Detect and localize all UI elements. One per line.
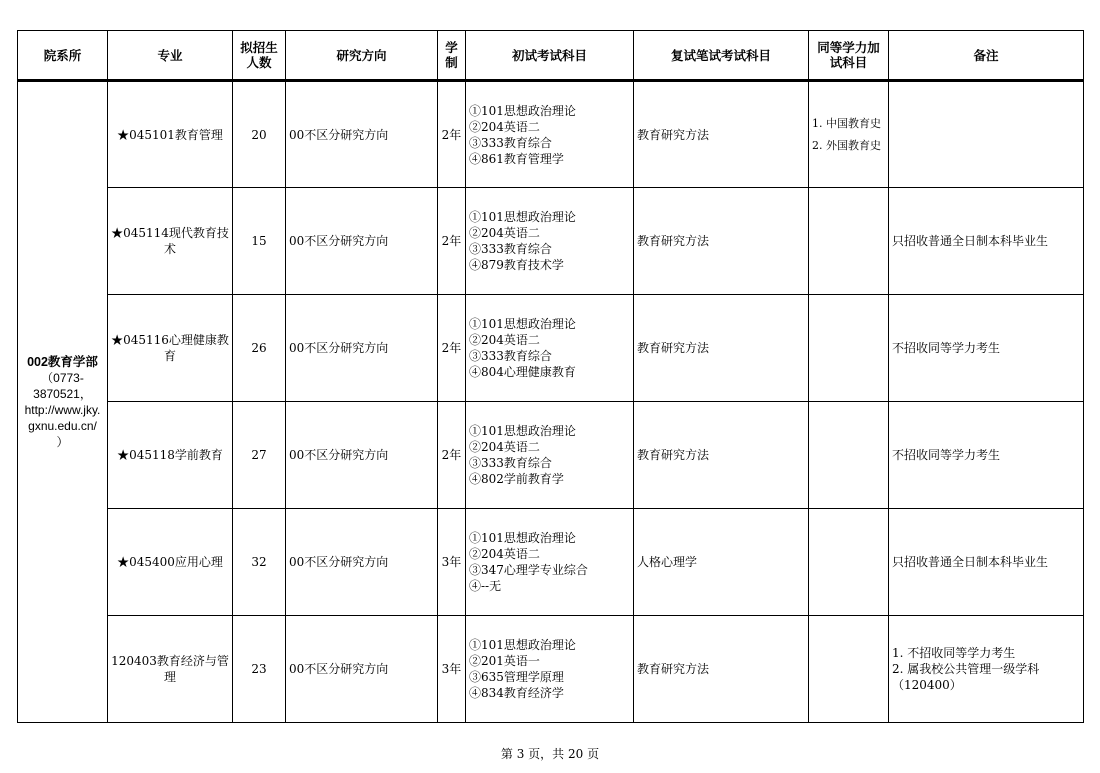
note-line: 1. 不招收同等学力考生 bbox=[892, 646, 1016, 660]
equiv-subject-line: 2. 外国教育史 bbox=[812, 139, 881, 152]
note-line: 不招收同等学力考生 bbox=[892, 341, 1001, 355]
equiv-subjects-cell bbox=[809, 81, 889, 188]
exam-subject-line: ②201英语一 bbox=[469, 654, 540, 668]
table-row bbox=[18, 81, 1084, 188]
retest-cell: 教育研究方法 bbox=[634, 81, 809, 188]
exam-subjects-cell bbox=[466, 509, 634, 616]
exam-subject-line: ①101思想政治理论 bbox=[469, 210, 576, 224]
major-cell: ★045116心理健康教育 bbox=[108, 295, 233, 402]
department-phone-number: 3870521， bbox=[33, 387, 92, 401]
header-major: 专业 bbox=[108, 31, 233, 81]
exam-subject-line: ①101思想政治理论 bbox=[469, 317, 576, 331]
years-cell: 2年 bbox=[438, 295, 466, 402]
table-row bbox=[18, 616, 1084, 723]
quota-cell: 26 bbox=[233, 295, 286, 402]
exam-subjects-cell bbox=[466, 188, 634, 295]
department-url-part2: gxnu.edu.cn/ bbox=[28, 419, 97, 433]
exam-subject-line: ①101思想政治理论 bbox=[469, 103, 576, 118]
notes-cell bbox=[889, 616, 1084, 723]
direction-cell: 00不区分研究方向 bbox=[286, 509, 438, 616]
note-line: （120400） bbox=[892, 678, 962, 692]
quota-cell: 32 bbox=[233, 509, 286, 616]
years-cell: 3年 bbox=[438, 509, 466, 616]
table-row bbox=[18, 402, 1084, 509]
exam-subject-line: ④834教育经济学 bbox=[469, 686, 564, 700]
header-retest: 复试笔试考试科目 bbox=[634, 31, 809, 81]
header-row bbox=[18, 31, 1084, 81]
exam-subjects-cell bbox=[466, 81, 634, 188]
exam-subject-line: ②204英语二 bbox=[469, 226, 540, 240]
major-cell: ★045101教育管理 bbox=[108, 81, 233, 188]
exam-subject-line: ③333教育综合 bbox=[469, 349, 552, 363]
major-cell: ★045400应用心理 bbox=[108, 509, 233, 616]
equiv-subjects-cell bbox=[809, 188, 889, 295]
years-cell: 2年 bbox=[438, 402, 466, 509]
note-line: 只招收普通全日制本科毕业生 bbox=[892, 234, 1049, 248]
exam-subject-line: ②204英语二 bbox=[469, 440, 540, 454]
equiv-subjects-cell bbox=[809, 616, 889, 723]
enrollment-table bbox=[17, 30, 1084, 723]
equiv-subjects-cell bbox=[809, 295, 889, 402]
exam-subject-line: ③333教育综合 bbox=[469, 135, 552, 150]
exam-subject-line: ③635管理学原理 bbox=[469, 670, 564, 684]
exam-subject-line: ②204英语二 bbox=[469, 333, 540, 347]
note-line: 不招收同等学力考生 bbox=[892, 448, 1001, 462]
major-cell: ★045114现代教育技术 bbox=[108, 188, 233, 295]
page-footer: 第 3 页，共 20 页 bbox=[500, 747, 600, 761]
quota-cell: 15 bbox=[233, 188, 286, 295]
header-years: 学 制 bbox=[438, 31, 466, 81]
exam-subject-line: ④802学前教育学 bbox=[469, 472, 564, 486]
table-row bbox=[18, 295, 1084, 402]
exam-subject-line: ④--无 bbox=[469, 579, 502, 593]
note-line: 只招收普通全日制本科毕业生 bbox=[892, 555, 1049, 569]
direction-cell: 00不区分研究方向 bbox=[286, 295, 438, 402]
notes-cell bbox=[889, 188, 1084, 295]
header-quota: 拟招生 人数 bbox=[233, 31, 286, 81]
retest-cell: 人格心理学 bbox=[634, 509, 809, 616]
department-paren-close: ） bbox=[56, 435, 69, 449]
header-notes: 备注 bbox=[889, 31, 1084, 81]
notes-cell bbox=[889, 402, 1084, 509]
note-line: 2. 属我校公共管理一级学科 bbox=[892, 662, 1040, 676]
exam-subjects-cell bbox=[466, 295, 634, 402]
notes-cell bbox=[889, 81, 1084, 188]
header-exam: 初试考试科目 bbox=[466, 31, 634, 81]
direction-cell: 00不区分研究方向 bbox=[286, 81, 438, 188]
exam-subject-line: ①101思想政治理论 bbox=[469, 638, 576, 652]
exam-subject-line: ④879教育技术学 bbox=[469, 258, 564, 272]
quota-cell: 27 bbox=[233, 402, 286, 509]
table-row bbox=[18, 188, 1084, 295]
quota-cell: 20 bbox=[233, 81, 286, 188]
department-name: 002教育学部 bbox=[27, 355, 98, 369]
exam-subject-line: ②204英语二 bbox=[469, 547, 540, 561]
equiv-subject-line: 1. 中国教育史 bbox=[812, 117, 881, 130]
retest-cell: 教育研究方法 bbox=[634, 402, 809, 509]
department-phone: （0773- bbox=[41, 371, 84, 385]
retest-cell: 教育研究方法 bbox=[634, 188, 809, 295]
exam-subject-line: ①101思想政治理论 bbox=[469, 531, 576, 545]
direction-cell: 00不区分研究方向 bbox=[286, 402, 438, 509]
notes-cell bbox=[889, 295, 1084, 402]
exam-subject-line: ②204英语二 bbox=[469, 119, 540, 134]
quota-cell: 23 bbox=[233, 616, 286, 723]
notes-cell bbox=[889, 509, 1084, 616]
exam-subjects-cell bbox=[466, 402, 634, 509]
retest-cell: 教育研究方法 bbox=[634, 616, 809, 723]
exam-subject-line: ③333教育综合 bbox=[469, 242, 552, 256]
exam-subject-line: ④861教育管理学 bbox=[469, 151, 564, 166]
exam-subject-line: ③347心理学专业综合 bbox=[469, 563, 588, 577]
table-row bbox=[18, 509, 1084, 616]
equiv-subjects-cell bbox=[809, 509, 889, 616]
header-dept: 院系所 bbox=[18, 31, 108, 81]
direction-cell: 00不区分研究方向 bbox=[286, 188, 438, 295]
exam-subject-line: ③333教育综合 bbox=[469, 456, 552, 470]
header-direction: 研究方向 bbox=[286, 31, 438, 81]
retest-cell: 教育研究方法 bbox=[634, 295, 809, 402]
direction-cell: 00不区分研究方向 bbox=[286, 616, 438, 723]
department-url-part1: http://www.jky. bbox=[24, 403, 101, 417]
equiv-subjects-cell bbox=[809, 402, 889, 509]
header-equiv: 同等学力加 试科目 bbox=[809, 31, 889, 81]
exam-subject-line: ④804心理健康教育 bbox=[469, 365, 576, 379]
exam-subjects-cell bbox=[466, 616, 634, 723]
major-cell: ★045118学前教育 bbox=[108, 402, 233, 509]
exam-subject-line: ①101思想政治理论 bbox=[469, 424, 576, 438]
years-cell: 3年 bbox=[438, 616, 466, 723]
years-cell: 2年 bbox=[438, 81, 466, 188]
years-cell: 2年 bbox=[438, 188, 466, 295]
department-cell bbox=[18, 81, 108, 723]
major-cell: 120403教育经济与管理 bbox=[108, 616, 233, 723]
